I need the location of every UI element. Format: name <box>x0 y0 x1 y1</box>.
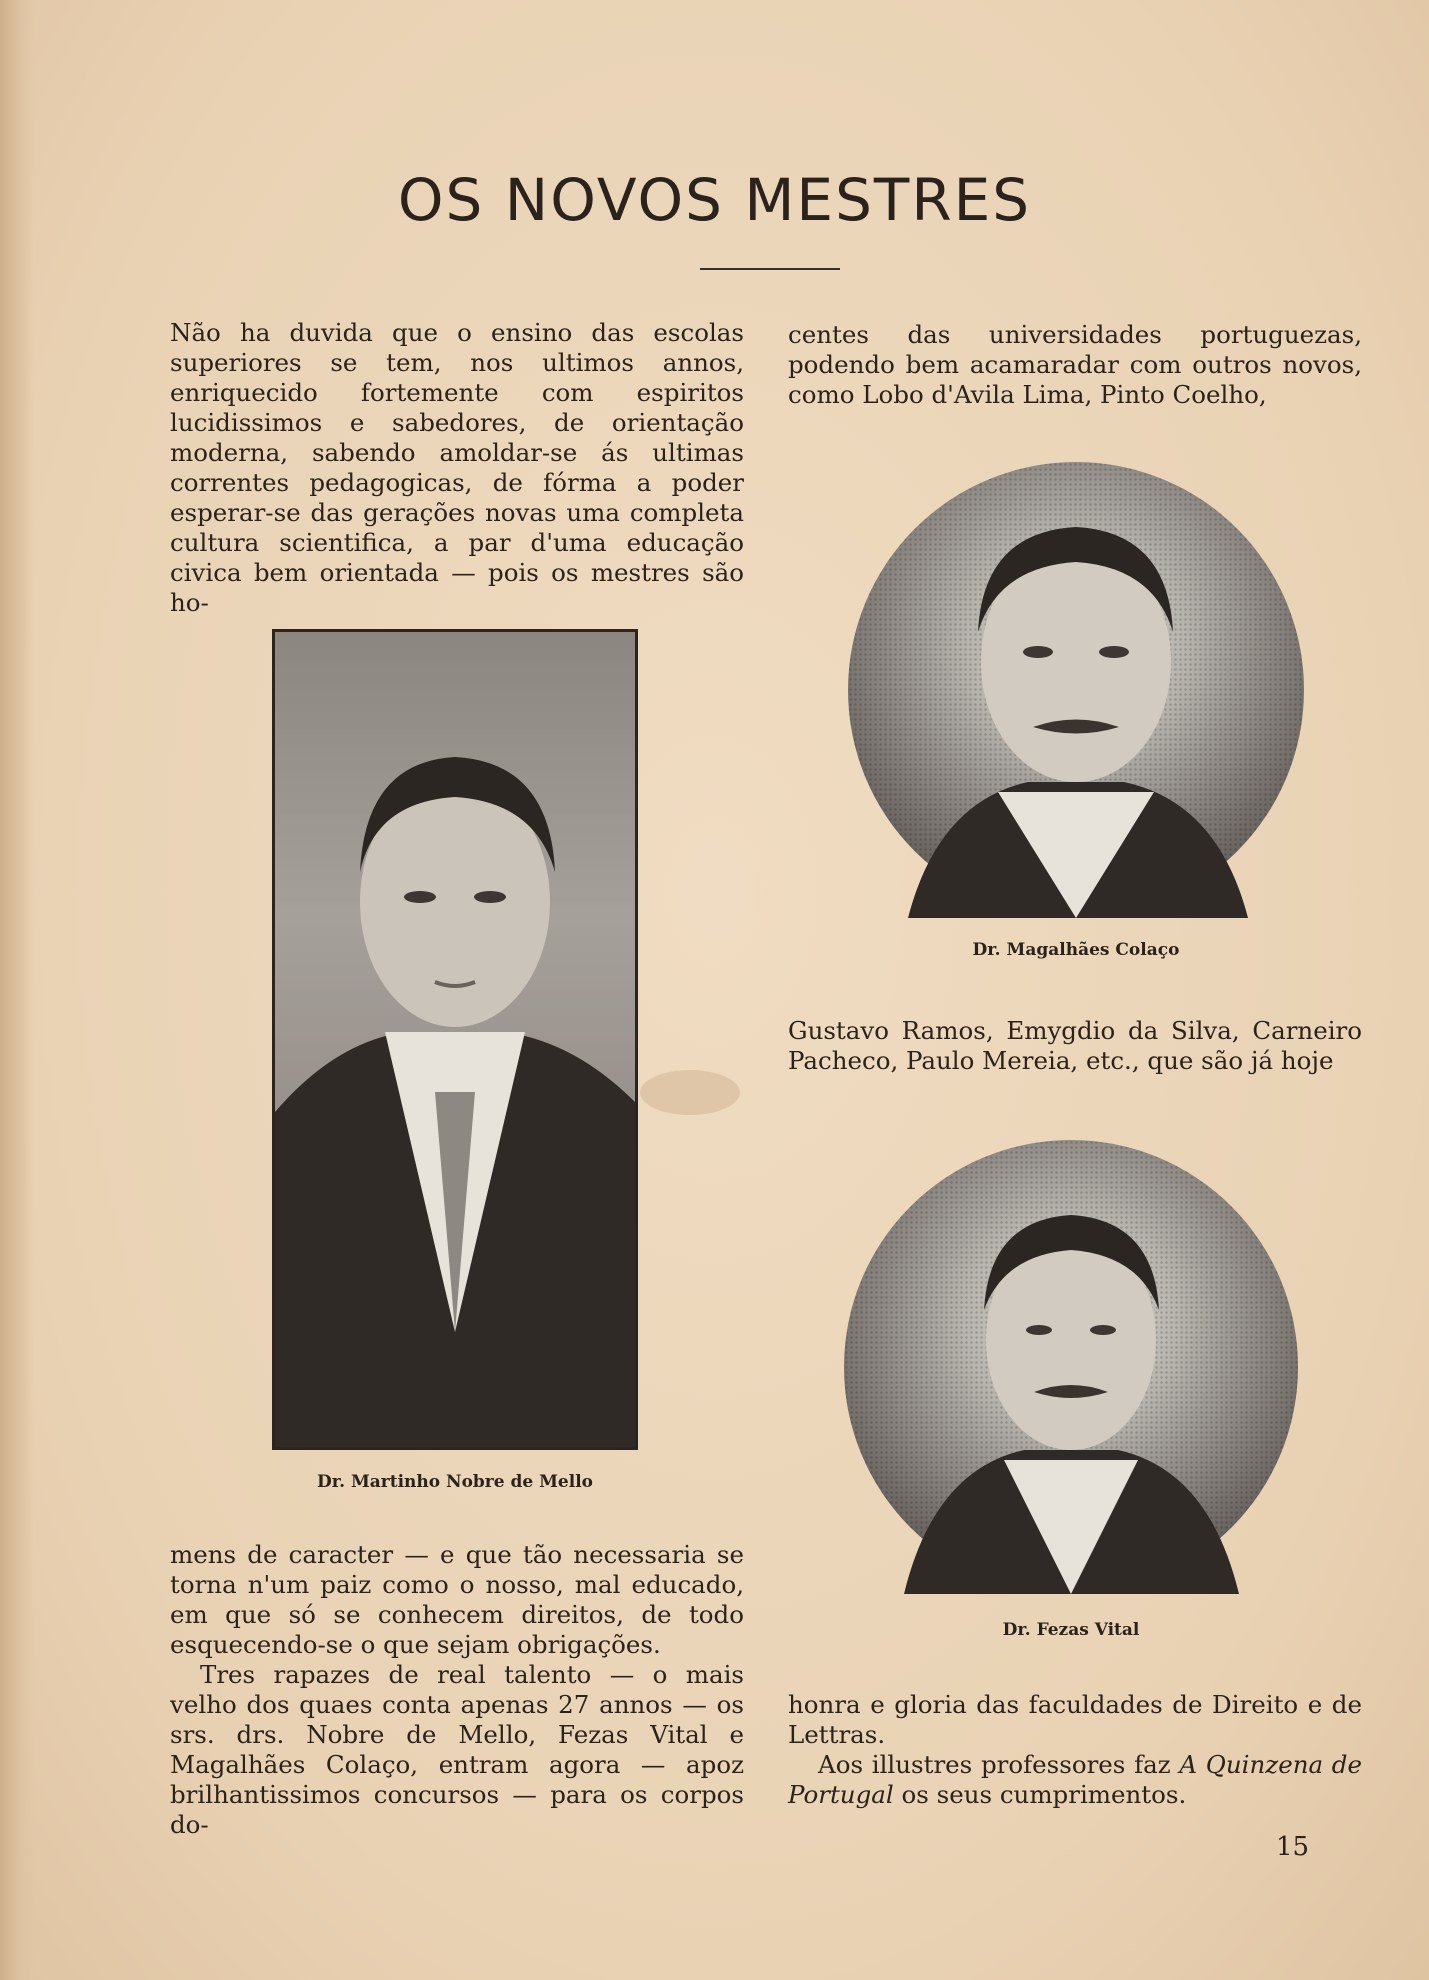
portrait-nobre-de-mello <box>272 629 638 1450</box>
left-column-bottom <box>170 1540 744 1840</box>
cumprimentos-text-a: Aos illustres professores faz <box>818 1750 1180 1779</box>
portrait-magalhaes-colaco-figure <box>848 462 1304 918</box>
paragraph-honra: honra e gloria das faculdades de Direito e de Lettras. <box>788 1690 1362 1749</box>
right-column-mid <box>788 1016 1362 1076</box>
article-title: OS NOVOS MESTRES <box>397 166 1032 234</box>
paragraph-caracter: mens de caracter — e que tão necessaria se torna n'um paiz como o nosso, mal educado, em que só se conhecem direitos, de todo esquecendo-se o que sejam obrigações. <box>170 1540 744 1659</box>
magazine-name: A Quinzena de Portugal <box>788 1750 1362 1809</box>
paragraph-docentes: centes das universidades portuguezas, podendo bem acamaradar com outros novos, como Lobo d'Avila Lima, Pinto Coelho, <box>788 320 1362 409</box>
portrait-fezas-vital <box>844 1140 1298 1594</box>
title-rule <box>700 268 840 270</box>
right-column-bottom <box>788 1690 1362 1810</box>
right-column-top <box>788 320 1362 410</box>
cumprimentos-text-c: os seus cumprimentos. <box>893 1780 1187 1809</box>
paragraph-intro: Não ha duvida que o ensino das escolas superiores se tem, nos ultimos annos, enriquecido fortemente com espiritos lucidissimos e sabedores, de orientação moderna, sabendo amoldar-se ás ultimas correntes pedagogicas, de fórma a poder esperar-se das gerações novas uma completa cultura scientifica, a par d'uma educação civica bem orientada — pois os mestres são ho- <box>170 318 744 617</box>
caption-fezas-vital: Dr. Fezas Vital <box>1002 1620 1140 1640</box>
paragraph-cumprimentos <box>788 1750 1362 1810</box>
caption-nobre-de-mello: Dr. Martinho Nobre de Mello <box>316 1472 594 1492</box>
portrait-nobre-de-mello-figure <box>275 632 635 1447</box>
portrait-fezas-vital-figure <box>844 1140 1298 1594</box>
portrait-magalhaes-colaco <box>848 462 1304 918</box>
page-binding-edge <box>0 0 34 1980</box>
paragraph-outros-novos: Gustavo Ramos, Emygdio da Silva, Carneiro Pacheco, Paulo Mereia, etc., que são já hoje <box>788 1016 1362 1075</box>
page-number: 15 <box>1276 1832 1310 1862</box>
left-column-top <box>170 318 744 618</box>
paper-stain <box>640 1070 740 1115</box>
caption-magalhaes-colaco: Dr. Magalhães Colaço <box>972 940 1180 960</box>
paragraph-tres-rapazes: Tres rapazes de real talento — o mais velho dos quaes conta apenas 27 annos — os srs. drs. Nobre de Mello, Fezas Vital e Magalhães Colaço, entram agora — apoz brilhantissimos concursos — para os corpos do- <box>170 1660 744 1839</box>
